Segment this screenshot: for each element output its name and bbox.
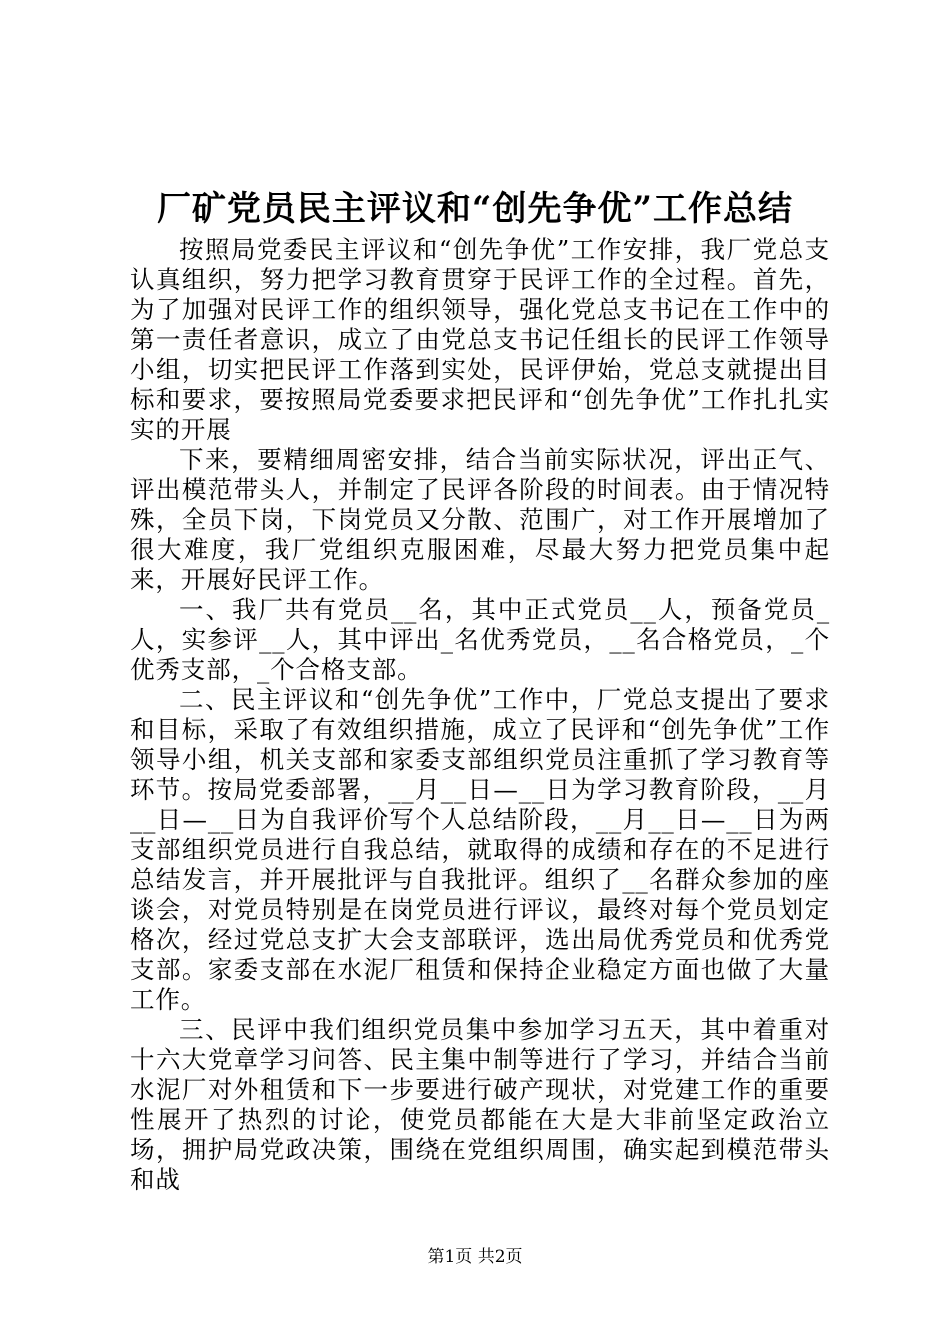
- paragraph-continuation: 下来，要精细周密安排，结合当前实际状况，评出正气、评出模范带头人，并制定了民评各阶段的时间表。由于情况特殊，全员下岗，下岗党员又分散、范围广，对工作开展增加了很大难度，我厂党组织克服困难，尽最大努力把党员集中起来，开展好民评工作。: [130, 445, 830, 594]
- document-body: [130, 235, 830, 1195]
- paragraph-intro: 按照局党委民主评议和“创先争优”工作安排，我厂党总支认真组织，努力把学习教育贯穿于民评工作的全过程。首先，为了加强对民评工作的组织领导，强化党总支书记在工作中的第一责任者意识，成立了由党总支书记任组长的民评工作领导小组，切实把民评工作落到实处，民评伊始，党总支就提出目标和要求，要按照局党委要求把民评和“创先争优”工作扎扎实实的开展: [130, 235, 830, 444]
- page-number-footer: 第1页 共2页: [427, 1247, 523, 1267]
- paragraph-section-three: 三、民评中我们组织党员集中参加学习五天，其中着重对十六大党章学习问答、民主集中制等进行了学习，并结合当前水泥厂对外租赁和下一步要进行破产现状，对党建工作的重要性展开了热烈的讨论，使党员都能在大是大非前坚定政治立场，拥护局党政决策，围绕在党组织周围，确实起到模范带头和战: [130, 1015, 830, 1194]
- paragraph-section-one: 一、我厂共有党员__名，其中正式党员__人，预备党员_人，实参评__人，其中评出_名优秀党员，__名合格党员，_个优秀支部，_个合格支部。: [130, 595, 830, 684]
- paragraph-section-two: 二、民主评议和“创先争优”工作中，厂党总支提出了要求和目标，采取了有效组织措施，成立了民评和“创先争优”工作领导小组，机关支部和家委支部组织党员注重抓了学习教育等环节。按局党委部署，__月__日—__日为学习教育阶段，__月__日—__日为自我评价写个人总结阶段，__月__日—__日为两支部组织党员进行自我总结，就取得的成绩和存在的不足进行总结发言，并开展批评与自我批评。组织了__名群众参加的座谈会，对党员特别是在岗党员进行评议，最终对每个党员划定格次，经过党总支扩大会支部联评，选出局优秀党员和优秀党支部。家委支部在水泥厂租赁和保持企业稳定方面也做了大量工作。: [130, 685, 830, 1014]
- document-title: 厂矿党员民主评议和“创先争优”工作总结: [156, 189, 794, 229]
